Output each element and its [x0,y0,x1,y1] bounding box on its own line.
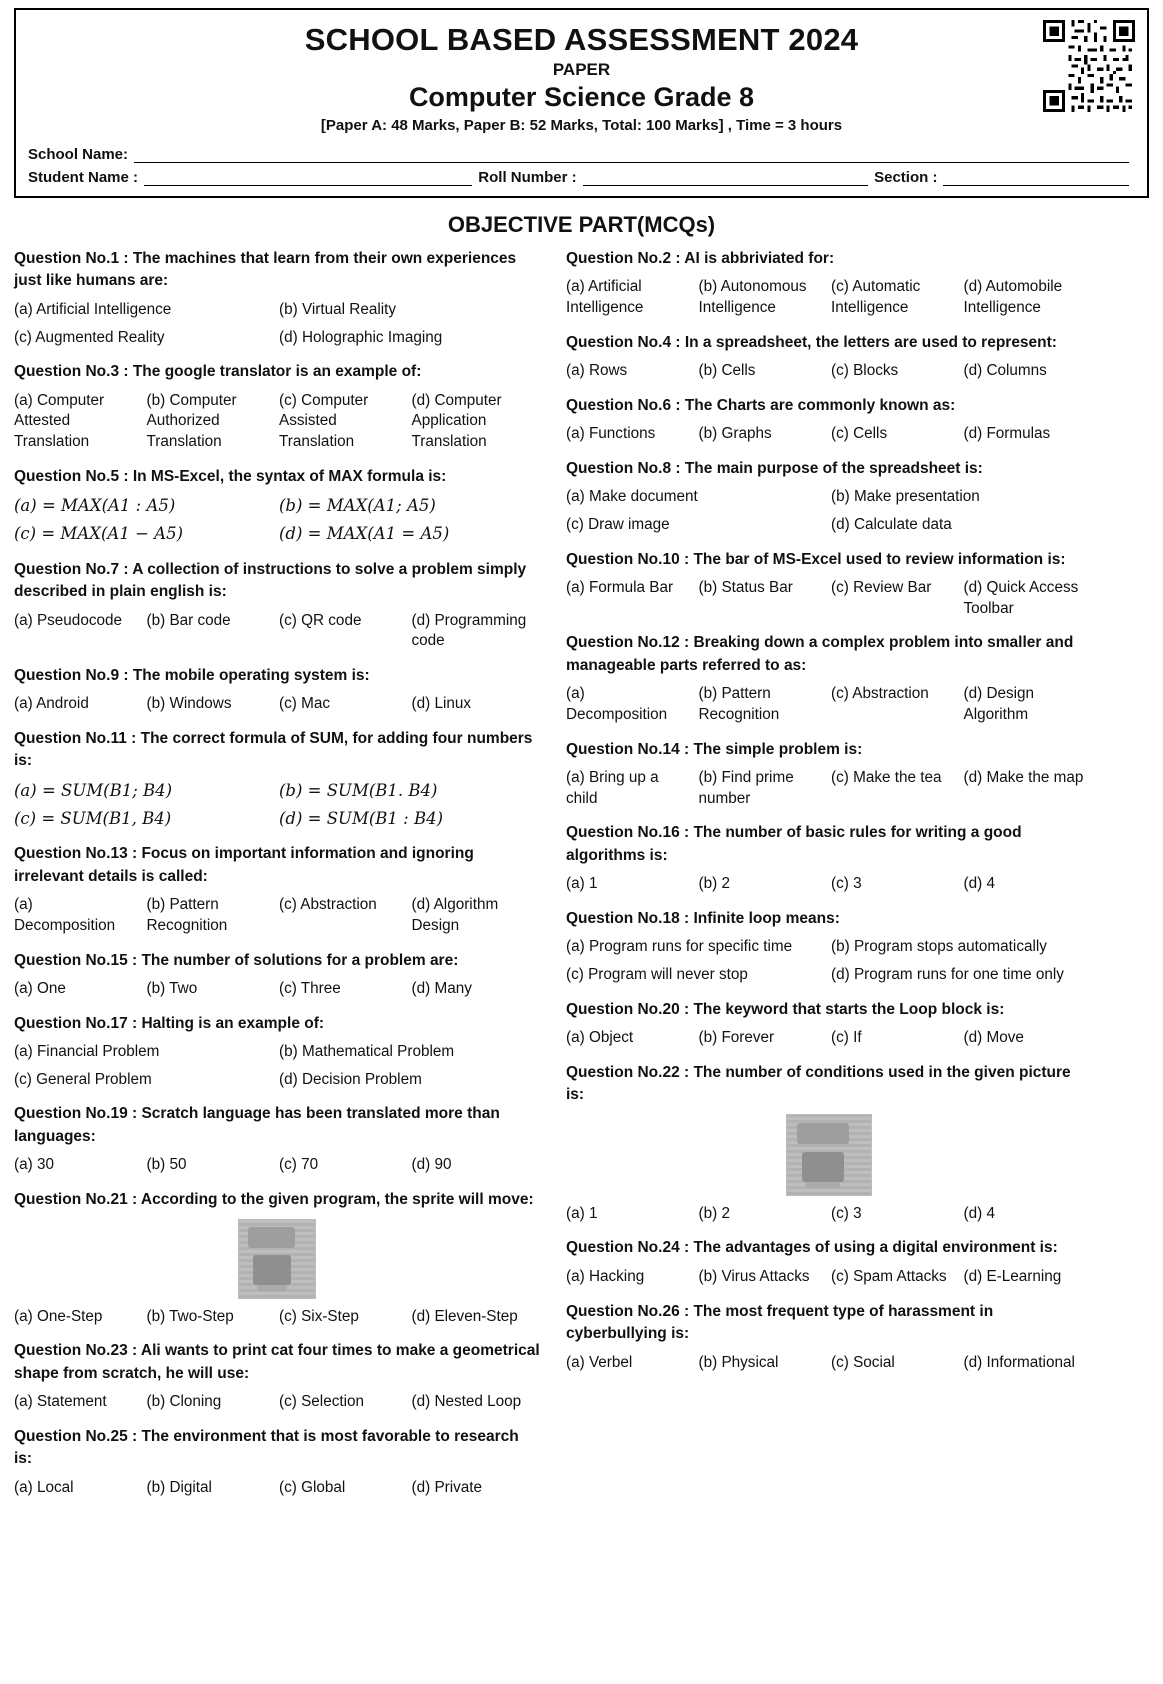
option-a[interactable]: (a) Artificial Intelligence [14,300,172,318]
option-b[interactable]: (b) Mathematical Problem [279,1043,455,1061]
question-stem: Question No.10 : The bar of MS-Excel used to review information is: [566,550,1066,568]
option-b[interactable]: (b) Physical [698,1353,779,1371]
option-c[interactable]: (c) Global [279,1478,346,1496]
roll-number-label: Roll Number : [478,169,577,186]
paper-word: PAPER [552,60,611,79]
option-list [14,495,540,546]
option-list [566,937,1092,985]
scratch-program-image [238,1219,316,1299]
option-b[interactable]: (b) = MAX(A1; A5) [279,496,436,516]
option-list [14,895,540,936]
question-image-holder [566,1114,1092,1196]
option-a[interactable]: (a) One-Step [14,1307,103,1325]
option-d[interactable]: (d) Make the map [963,769,1084,787]
option-a[interactable]: (a) Object [566,1029,634,1047]
section-label: Section : [874,169,938,186]
option-c[interactable]: (c) Selection [279,1393,365,1411]
option-b[interactable]: (b) 50 [146,1156,187,1174]
option-b[interactable]: (b) Find prime number [698,769,794,807]
option-c[interactable]: (c) Mac [279,695,330,713]
question-stem: Question No.3 : The google translator is an example of: [14,363,422,381]
question-block [566,332,1092,382]
option-d[interactable]: (d) E-Learning [963,1267,1062,1285]
option-a[interactable]: (a) Computer Attested Translation [14,391,105,450]
question-stem: Question No.12 : Breaking down a complex problem into smaller and manageable parts referred to as: [566,634,1074,674]
option-c[interactable]: (c) 3 [831,875,862,893]
question-stem: Question No.24 : The advantages of using a digital environment is: [566,1239,1058,1257]
question-stem: Question No.4 : In a spreadsheet, the letters are used to represent: [566,333,1057,351]
option-list [14,1392,540,1413]
option-list [566,1267,1092,1288]
option-list [566,1353,1092,1374]
option-list [14,611,540,652]
option-d[interactable]: (d) Private [411,1478,483,1496]
school-name-label: School Name: [28,146,129,163]
option-list [566,361,1092,382]
option-a[interactable]: (a) Formula Bar [566,579,674,597]
question-stem: Question No.18 : Infinite loop means: [566,910,840,928]
option-d[interactable]: (d) Move [963,1029,1024,1047]
option-b[interactable]: (b) Computer Authorized Translation [146,391,237,450]
option-a[interactable]: (a) Decomposition [566,685,668,724]
option-d[interactable]: (d) Computer Application Translation [411,391,502,450]
question-stem: Question No.1 : The machines that learn from their own experiences just like humans are: [14,250,517,290]
option-a[interactable]: (a) 1 [566,1204,598,1222]
option-d[interactable]: (d) Calculate data [831,516,952,534]
option-a[interactable]: (a) 30 [14,1156,54,1174]
option-d[interactable]: (d) Columns [963,362,1047,380]
option-list [14,391,540,453]
question-block [14,361,540,452]
question-block [14,1103,540,1176]
option-a[interactable]: (a) = MAX(A1 : A5) [14,496,176,516]
question-stem: Question No.25 : The environment that is most favorable to research is: [14,1427,519,1468]
scratch-conditions-image [786,1114,872,1196]
option-d[interactable]: (d) Automobile Intelligence [963,278,1063,317]
questions-column-left [14,248,540,1511]
option-list [566,684,1092,725]
question-stem: Question No.7 : A collection of instructions to solve a problem simply described in plain english is: [14,560,527,601]
question-block [566,822,1092,895]
question-block [566,248,1092,319]
option-list [566,487,1092,535]
option-d[interactable]: (d) Decision Problem [279,1070,422,1088]
question-block [14,1340,540,1413]
question-stem: Question No.2 : AI is abbriviated for: [566,250,835,267]
option-c[interactable]: (c) If [831,1029,862,1047]
question-stem: Question No.9 : The mobile operating system is: [14,666,370,684]
option-d[interactable]: (d) Quick Access Toolbar [963,579,1079,617]
question-block [566,458,1092,536]
option-a[interactable]: (a) Decomposition [14,896,116,934]
question-block [14,665,540,715]
question-stem: Question No.17 : Halting is an example of: [14,1014,325,1032]
option-d[interactable]: (d) Algorithm Design [411,896,499,934]
question-block [14,843,540,936]
option-c[interactable]: (c) Draw image [566,516,670,534]
school-name-row [28,146,1135,163]
question-stem: Question No.8 : The main purpose of the spreadsheet is: [566,459,983,477]
question-block [566,1062,1092,1225]
option-list [566,1028,1092,1049]
option-c[interactable]: (c) 70 [279,1156,319,1174]
qr-code-icon [1043,20,1135,112]
question-block [566,632,1092,725]
option-a[interactable]: (a) Financial Problem [14,1043,160,1061]
option-a[interactable]: (a) Verbel [566,1353,633,1371]
option-c[interactable]: (c) Abstraction [831,685,929,703]
option-c[interactable]: (c) 3 [831,1204,862,1222]
question-block [566,999,1092,1049]
option-d[interactable]: (d) Holographic Imaging [279,328,443,346]
question-stem: Question No.13 : Focus on important information and ignoring irrelevant details is called: [14,845,474,885]
option-a[interactable]: (a) Program runs for specific time [566,938,793,956]
option-c[interactable]: (c) = MAX(A1 − A5) [14,524,184,544]
option-list [14,1155,540,1176]
question-block [566,395,1092,445]
questions-column-right [566,248,1092,1511]
subject-title: Computer Science Grade 8 [408,82,755,112]
question-block [14,466,540,546]
option-d[interactable]: (d) 90 [411,1156,452,1174]
marks-line: [Paper A: 48 Marks, Paper B: 52 Marks, Total: 100 Marks] , Time = 3 hours [320,117,843,134]
option-d[interactable]: (d) Programming code [411,611,527,650]
question-stem: Question No.22 : The number of conditions used in the given picture is: [566,1063,1071,1104]
option-d[interactable]: (d) = MAX(A1 = A5) [279,524,450,544]
option-b[interactable]: (b) Pattern Recognition [146,896,228,934]
question-block [14,950,540,1000]
option-list [14,1307,540,1328]
option-list [14,1478,540,1499]
option-b[interactable]: (b) Program stops automatically [831,938,1047,956]
option-d[interactable]: (d) 4 [963,875,995,893]
option-list [14,694,540,715]
option-d[interactable]: (d) Formulas [963,425,1051,443]
option-b[interactable]: (b) Pattern Recognition [698,685,780,724]
student-info-row [28,169,1135,186]
option-a[interactable]: (a) Local [14,1478,74,1496]
option-c[interactable]: (c) Augmented Reality [14,328,165,346]
option-c[interactable]: (c) Make the tea [831,769,942,787]
option-a[interactable]: (a) Rows [566,362,628,380]
option-b[interactable]: (b) Two-Step [146,1307,234,1325]
question-block [14,1189,540,1327]
option-a[interactable]: (a) Android [14,695,89,713]
question-block [14,248,540,348]
student-name-label: Student Name : [28,169,139,186]
option-b[interactable]: (b) Two [146,980,198,998]
question-block [14,1426,540,1499]
question-stem: Question No.23 : Ali wants to print cat four times to make a geometrical shape from scratch, he will use: [14,1342,540,1382]
option-a[interactable]: (a) One [14,980,66,998]
option-d[interactable]: (d) Program runs for one time only [831,966,1064,984]
option-c[interactable]: (c) Automatic Intelligence [831,278,921,317]
option-list [14,780,540,831]
option-d[interactable]: (d) 4 [963,1204,995,1222]
question-stem: Question No.14 : The simple problem is: [566,740,863,758]
option-b[interactable]: (b) Digital [146,1478,212,1496]
question-stem: Question No.19 : Scratch language has been translated more than languages: [14,1105,500,1145]
option-b[interactable]: (b) Forever [698,1029,775,1047]
option-a[interactable]: (a) = SUM(B1; B4) [14,780,173,800]
option-b[interactable]: (b) Bar code [146,611,231,629]
question-stem: Question No.16 : The number of basic rules for writing a good algorithms is: [566,824,1022,864]
option-d[interactable]: (d) Eleven-Step [411,1307,518,1325]
school-name-field[interactable] [134,146,1129,163]
question-image-holder [14,1219,540,1299]
option-a[interactable]: (a) Pseudocode [14,611,122,629]
option-list [566,424,1092,445]
option-list [566,1204,1092,1225]
question-block [566,549,1092,620]
question-block [14,1013,540,1091]
question-block [566,739,1092,810]
option-a[interactable]: (a) Functions [566,425,656,443]
page-title: SCHOOL BASED ASSESSMENT 2024 [304,22,859,57]
option-d[interactable]: (d) Design Algorithm [963,685,1035,724]
questions-grid [14,248,1149,1511]
option-b[interactable]: (b) Virtual Reality [279,300,397,318]
option-b[interactable]: (b) Status Bar [698,579,793,597]
option-d[interactable]: (d) Nested Loop [411,1393,522,1411]
option-c[interactable]: (c) Six-Step [279,1307,359,1325]
roll-number-field[interactable] [583,169,868,186]
question-block [566,1301,1092,1374]
option-c[interactable]: (c) Blocks [831,362,899,380]
option-c[interactable]: (c) QR code [279,611,362,629]
question-block [14,728,540,830]
option-a[interactable]: (a) Hacking [566,1267,645,1285]
option-list [14,979,540,1000]
option-c[interactable]: (c) Review Bar [831,579,932,597]
question-stem: Question No.21 : According to the given program, the sprite will move: [14,1191,534,1209]
option-list [566,578,1092,619]
option-c[interactable]: (c) Program will never stop [566,966,748,984]
option-b[interactable]: (b) 2 [698,875,730,893]
question-stem: Question No.11 : The correct formula of SUM, for adding four numbers is: [14,729,533,770]
option-list [14,300,540,348]
option-c[interactable]: (c) General Problem [14,1070,152,1088]
section-field[interactable] [943,169,1129,186]
option-a[interactable]: (a) 1 [566,875,598,893]
option-a[interactable]: (a) Bring up a child [566,769,659,807]
option-list [566,874,1092,895]
option-b[interactable]: (b) Graphs [698,425,772,443]
option-a[interactable]: (a) Make document [566,488,698,506]
question-block [566,1237,1092,1287]
question-stem: Question No.15 : The number of solutions for a problem are: [14,951,459,969]
option-c[interactable]: (c) Cells [831,425,888,443]
option-b[interactable]: (b) Virus Attacks [698,1267,810,1285]
option-d[interactable]: (d) Informational [963,1353,1075,1371]
exam-header [14,8,1149,198]
option-list [566,277,1092,318]
option-b[interactable]: (b) Windows [146,695,232,713]
student-name-field[interactable] [144,169,472,186]
option-c[interactable]: (c) = SUM(B1, B4) [14,809,172,829]
option-b[interactable]: (b) 2 [698,1204,730,1222]
option-c[interactable]: (c) Three [279,980,341,998]
section-title: OBJECTIVE PART(MCQs) [447,212,716,237]
option-c[interactable]: (c) Spam Attacks [831,1267,947,1285]
option-list [566,768,1092,809]
option-c[interactable]: (c) Social [831,1353,895,1371]
option-a[interactable]: (a) Statement [14,1393,107,1411]
option-b[interactable]: (b) Make presentation [831,488,980,506]
question-stem: Question No.20 : The keyword that starts the Loop block is: [566,1000,1005,1018]
option-a[interactable]: (a) Artificial Intelligence [566,278,644,317]
option-b[interactable]: (b) Cloning [146,1393,222,1411]
option-d[interactable]: (d) Linux [411,695,472,713]
option-b[interactable]: (b) = SUM(B1. B4) [279,780,438,800]
question-stem: Question No.26 : The most frequent type of harassment in cyberbullying is: [566,1302,994,1343]
option-b[interactable]: (b) Cells [698,362,756,380]
option-list [14,1042,540,1090]
question-stem: Question No.6 : The Charts are commonly known as: [566,396,956,414]
question-block [14,559,540,652]
option-c[interactable]: (c) Computer Assisted Translation [279,391,369,450]
option-d[interactable]: (d) = SUM(B1 : B4) [279,809,444,829]
option-b[interactable]: (b) Autonomous Intelligence [698,278,807,317]
option-c[interactable]: (c) Abstraction [279,896,377,914]
question-stem: Question No.5 : In MS-Excel, the syntax of MAX formula is: [14,467,447,485]
option-d[interactable]: (d) Many [411,980,472,998]
question-block [566,908,1092,986]
